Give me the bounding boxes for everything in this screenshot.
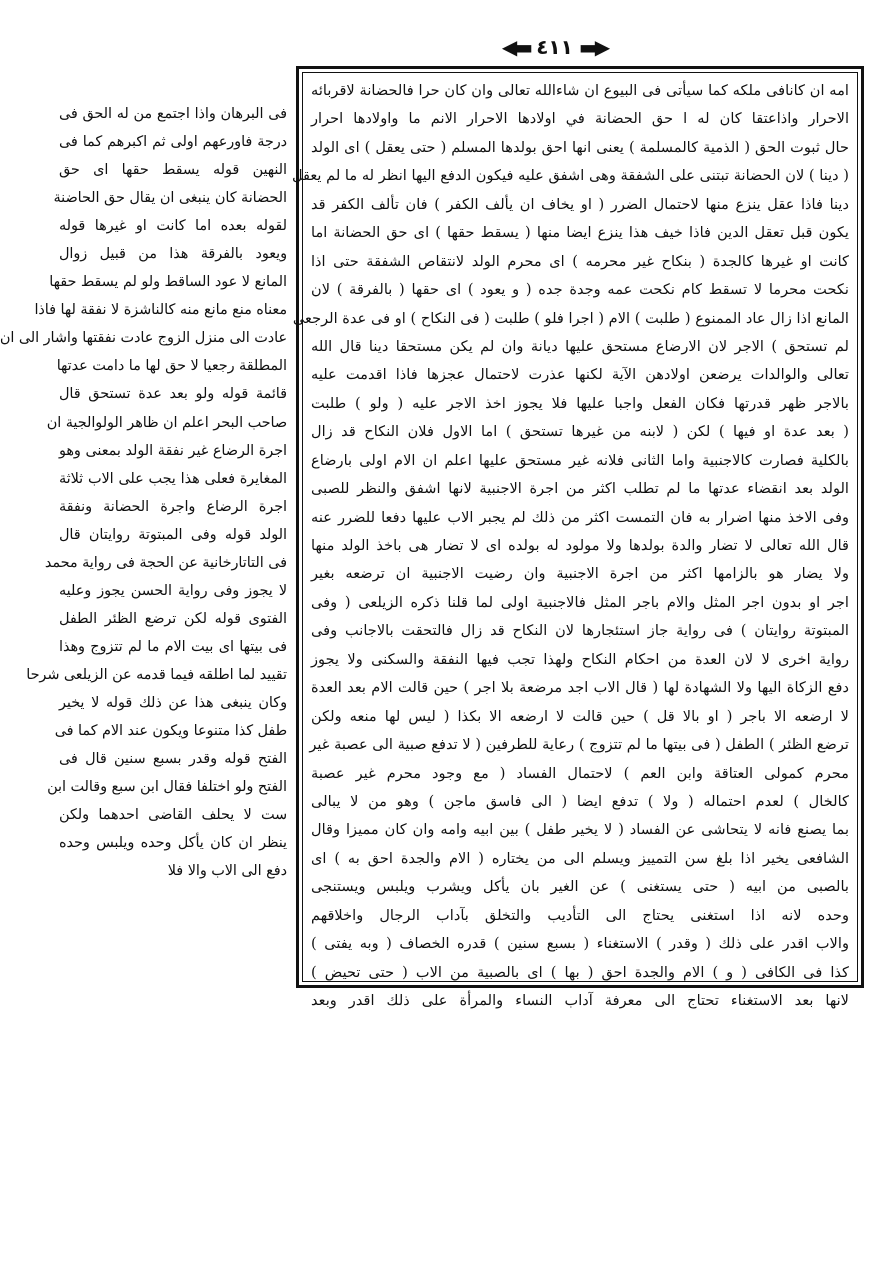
margin-text-line: الفتح ولو اختلفا فقال ابن سبع وقالت ابن (47, 779, 287, 796)
header-ornament-right: ▬▶ (578, 35, 608, 59)
main-text-line: دفع الزكاة اليها ولا الشهادة لها ( قال الاب اجد مرضعة بلا اجر ) حين قالت الام بعد العدة (311, 679, 849, 697)
margin-text-line: اجرة الرضاع واجرة الحضانة ونفقة (59, 498, 287, 515)
margin-text-line: المغايرة فعلى هذا يجب على الاب ثلاثة (59, 470, 287, 487)
main-text-line: تعالى والوالدات يرضعن اولادهن الآية لكنها عذرت لاحتمال عجزها فاذا اقدمت عليه (311, 366, 849, 384)
main-text-line: بالكلية فصارت كالاجنبية واما الثانى فلانه غير مستحق عليها اعلم ان الام اولى بارضاع (311, 451, 849, 469)
main-text-line: دينا فاذا عقل ينزع منها لاحتمال الضرر ( او يخاف ان يألف الكفر ) فان تألف الكفر قد (311, 195, 849, 213)
margin-text-line: ويعود بالفرقة هذا من قبيل زوال (59, 246, 287, 263)
main-text-line: بالاجر ظهر قدرتها فكان الفعل واجبا عليها فلا يجوز اخذ الاجر عليه ( ولو ) طلبت (311, 394, 849, 412)
margin-text-line: المطلقة رجعيا لا حق لها ما دامت عدتها (56, 358, 287, 375)
page-number: ٤١١ (536, 35, 573, 59)
main-text-line: الولد بعد انقضاء عدتها ما لم تطلب اكثر من اجرة الاجنبية لانها اشفق والنظر للصبى (311, 480, 849, 498)
main-text-line: وفى الاخذ منها اضرار به فان التمست اكثر من ذلك لم يجبر الاب عليها دفعا للضرر عنه (311, 508, 849, 526)
main-text-line: لانها بعد الاستغناء تحتاج الى معرفة آداب النساء والمرأة على ذلك اقدر وبعد (311, 992, 849, 1009)
margin-text-line: طفل كذا متنوعا ويكون عند الام كما فى (54, 723, 287, 740)
margin-text-line: تقييد لما اطلقه فيما قدمه عن الزيلعى شرحا (26, 666, 287, 683)
marginal-commentary (0, 100, 287, 885)
margin-text-line: الحضانة كان ينبغى ان يقال حق الحاضنة (53, 190, 287, 207)
main-text-line: بما يصنع فانه لا يتحاشى عن الفساد ( لا يخير طفل ) بين ابيه وامه وان كان مميزا وقال (311, 821, 849, 839)
main-text-line: ( بعد عدة او فيها ) لكن ( لابنه من غيرها تستحق ) اما الاول فلان النكاح قد زال (311, 423, 849, 441)
margin-text-line: دفع الى الاب والا فلا (167, 863, 287, 880)
margin-text-line: لا يجوز وفى رواية الحسن يجوز وعليه (59, 582, 287, 599)
main-text-line: نكحت محرما لا تسقط كام نكحت عمه وجدة جده ( و يعود ) اى حقها ( بالفرقة ) لان (311, 281, 849, 299)
main-text-line: يكون قبل تعقل الدين فاذا خيف هذا ينزع ايضا منها ( يسقط حقها ) اى حق الحضانة اما (311, 224, 849, 242)
margin-text-line: المانع لا عود الساقط ولو لم يسقط حقها (49, 274, 287, 291)
main-text-line: رواية اخرى لا لان العدة من احكام النكاح ولهذا تجب فيها النفقة والسكنى ولا يجوز (311, 650, 849, 668)
margin-text-line: صاحب البحر اعلم ان ظاهر الولوالجية ان (46, 414, 287, 431)
margin-text-line: فى بيتها اى بيت الام ما لم تتزوج وهذا (59, 638, 287, 655)
main-text-line: والاب اقدر على ذلك ( وقدر ) الاستغناء ( بسبع سنين ) قدره الخصاف ( وبه يفتى ) (311, 935, 849, 953)
margin-text-line: فى البرهان واذا اجتمع من له الحق فى (59, 106, 287, 122)
margin-text-line: اجرة الرضاع غير نفقة الولد بمعنى وهو (59, 442, 287, 459)
main-text-line: المبتوتة روايتان ) فى رواية جاز استئجارها لان النكاح قد زال فالتحقت بالاجانب وفى (311, 622, 849, 640)
main-text-line: امه ان كانافى ملكه كما سيأتى فى البيوع ان شاءالله تعالى وان كان حرا فالحضانة لاقربائه (311, 82, 849, 99)
margin-text-line: معناه منع مانع منه كالناشزة لا نفقة لها فاذا (34, 302, 287, 319)
main-text-block (291, 72, 858, 1009)
main-text-line: اجر او بدون اجر المثل والام باجر المثل فالاجنبية اولى لما قلنا ذكره الزيلعى ( وفى (311, 593, 849, 611)
main-text-line: المانع اذا زال عاد الممنوع ( طلبت ) الام ( اجرا فلو ) طلبت ( فى النكاح ) او فى عدة الرجعى (292, 309, 849, 327)
main-text-line: وحده لانه اذا استغنى يحتاج الى التأديب والتخلق بآداب الرجال واخلاقهم (311, 906, 849, 924)
margin-text-line: الولد قوله وفى المبتوتة روايتان قال (59, 526, 287, 543)
main-text-line: قال الله تعالى لا تضار والدة بولدها ولا مولود له بولده اى لا تضار هى باخذ الولد منها (311, 537, 849, 554)
margin-text-line: ست لا يحلف القاضى احدهما ولكن (59, 807, 287, 824)
main-text-line: كذا فى الكافى ( و ) الام والجدة احق ( بها ) اى بالصبية من الاب ( حتى تحيض ) (311, 963, 849, 981)
main-text-line: بالصبى من ابيه ( حتى يستغنى ) عن الغير بان يأكل ويشرب ويلبس ويستنجى (311, 878, 849, 896)
margin-text-line: فى التاتارخانية عن الحجة فى رواية محمد (44, 554, 287, 571)
main-text-frame (291, 66, 864, 1009)
margin-text-line: لقوله بعده اما كانت او غيرها قوله (59, 218, 287, 235)
page-number-header (487, 30, 622, 64)
margin-text-line: درجة فاورعهم اولى ثم اكبرهم كما فى (59, 134, 287, 151)
main-text-line: ترضع الظئر ) الطفل ( فى بيتها ما لم تتزوج ) رعاية للطرفين ( لا تدفع صبية الى عصبة غير (309, 736, 849, 754)
margin-text-line: قائمة قوله ولو بعد عدة تستحق قال (59, 386, 287, 403)
main-text-line: ( دينا ) لان الحضانة تبتنى على الشفقة وهى اشفق عليه فيكون الدفع اليها انظر له ما لم يعقل (291, 167, 849, 185)
main-text-line: كالخال ) لعدم احتماله ( ولا ) تدفع ايضا ( الى فاسق ماجن ) وهو من لا يبالى (311, 792, 849, 810)
margin-text-line: وكان ينبغى هذا عن ذلك قوله لا يخير (59, 694, 287, 711)
main-text-line: لم تستحق ) الاجر لان الارضاع مستحق عليها ديانة وان لم يكن مستحقا دينا قال الله (311, 337, 849, 355)
header-ornament-left: ◀▬ (501, 35, 531, 59)
margin-text-line: النهين قوله يسقط حقها اى حق (59, 162, 287, 179)
main-text-line: الاحرار واذاعتقا كان له ا حق الحضانة في اولادها الاحرار الانم ما واولادها احرار (311, 110, 849, 128)
margin-text-line: الفتوى قوله لكن ترضع الظئر الطفل (59, 610, 287, 627)
main-text-line: حال ثبوت الحق ( الذمية كالمسلمة ) يعنى انها احق بولدها المسلم ( حتى يعقل ) اى الولد (311, 138, 849, 156)
main-text-line: الشافعى يخير اذا بلغ سن التمييز ويسلم الى من يختاره ( الام والجدة احق به ) اى (311, 849, 849, 867)
margin-text-line: ينظر ان كان يأكل وحده ويلبس وحده (59, 835, 287, 852)
main-text-line: محرم كمولى العتاقة وابن العم ) لاحتمال الفساد ( مع وجود محرم غير عصبة (311, 764, 849, 782)
main-text-line: لا ارضعه الا باجر ( او بالا قل ) حين قالت لا ارضعه الا بكذا ( ليس لها منعه ولكن (311, 707, 849, 725)
margin-text-line: عادت الى منزل الزوج عادت نفقتها واشار الى ان (0, 330, 287, 347)
margin-text-line: الفتح قوله وقدر بسبع سنين قال فى (59, 751, 287, 768)
main-text-line: كانت او غيرها كالجدة ( بنكاح غير محرمه ) اى محرم الولد لانتقاص الشفقة حتى اذا (311, 252, 849, 270)
main-text-line: ولا يضار هو بالزامها اكثر من اجرة الاجنبية وان رضيت الاجنبية ان ترضعه بغير (311, 565, 849, 583)
